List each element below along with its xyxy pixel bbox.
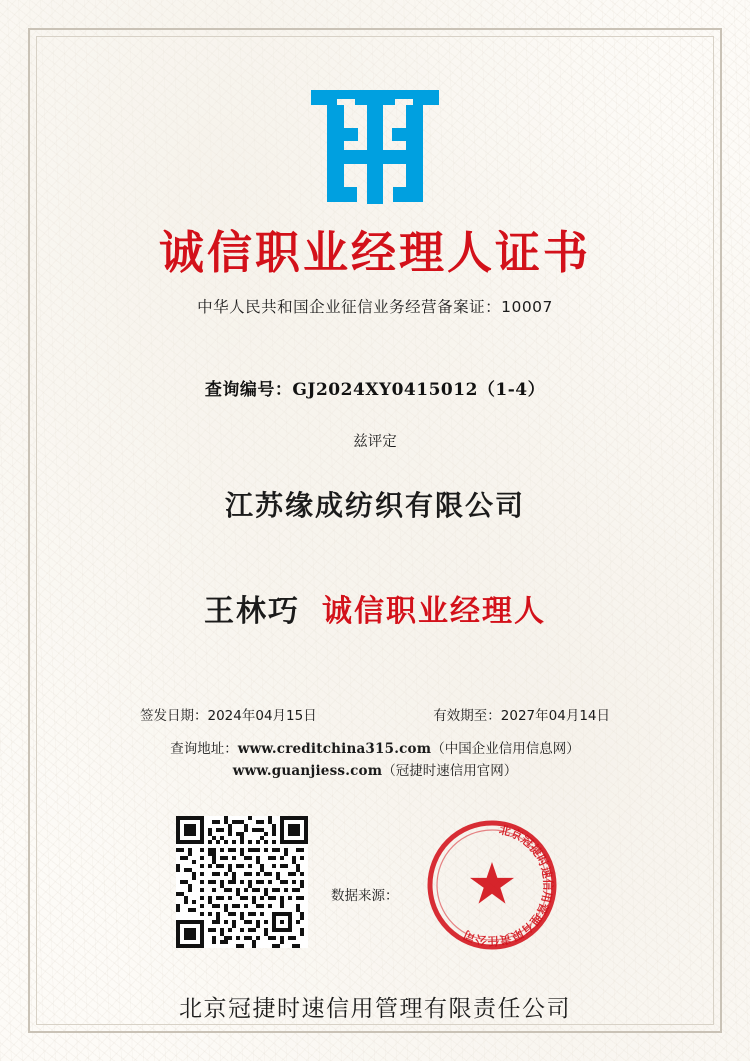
certificate-content [36,36,714,1025]
query-address-url-1[interactable]: www.creditchina315.com [237,740,432,757]
official-red-seal-icon [421,814,563,956]
data-source-label: 数据来源： [331,888,399,905]
query-address-block [170,738,579,783]
honoree-title: 诚信职业经理人 [322,593,546,629]
query-address-line-1 [170,738,579,760]
company-name: 江苏缘成纺织有限公司 [224,488,525,522]
honoree-name: 王林巧 [204,593,300,629]
honoree-row [204,586,546,630]
awarded-label: 兹评定 [353,433,397,450]
query-address-line-2 [170,760,579,782]
qr-code-icon[interactable] [176,816,308,948]
certificate-title: 诚信职业经理人证书 [158,226,591,279]
query-address-label: 查询地址： [170,740,238,757]
verification-area [36,816,714,966]
query-number: 查询编号：GJ2024XY0415012（1-4） [204,379,546,400]
valid-until-date: 有效期至：2027年04月14日 [433,707,610,724]
certificate-subtitle: 中华人民共和国企业征信业务经营备案证：10007 [197,297,553,316]
issuer-name: 北京冠捷时速信用管理有限责任公司 [179,996,571,1023]
credit-china-emblem-icon [305,88,445,206]
issue-date: 签发日期：2024年04月15日 [140,707,317,724]
dates-row [140,704,610,724]
query-address-url-2[interactable]: www.guanjiess.com [232,762,383,779]
query-address-note-2: （冠捷时速信用官网） [382,762,518,779]
query-address-note-1: （中国企业信用信息网） [431,740,580,757]
svg-text:北京冠捷时速信用管理有限责任公司: 北京冠捷时速信用管理有限责任公司 [461,822,556,949]
